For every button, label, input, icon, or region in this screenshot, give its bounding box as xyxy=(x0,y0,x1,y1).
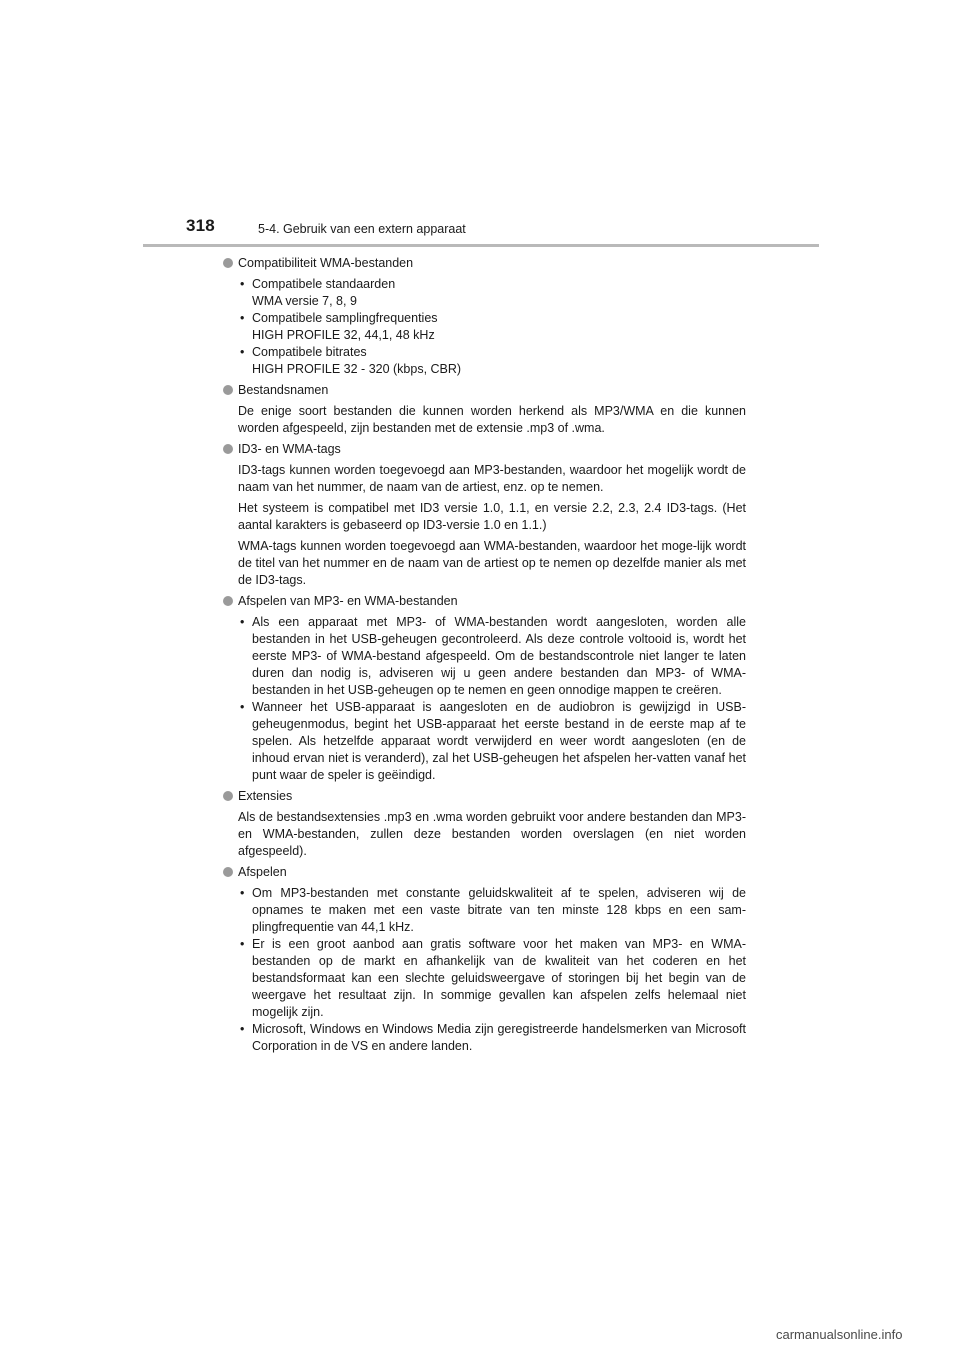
item-text: Er is een groot aanbod aan gratis software voor het maken van MP3- en WMA-bestanden op de markt en afhankelijk van de kwaliteit van het coderen en het bestandsformaat kan een slechte geluidsweergave of storingen bij het begin van de weergave het resultaat zijn. In sommige gevallen kan afspelen zelfs helemaal niet mogelijk zijn. xyxy=(252,937,746,1019)
topic-title: Compatibiliteit WMA-bestanden xyxy=(238,256,414,270)
paragraph: De enige soort bestanden die kunnen worden herkend als MP3/WMA en die kunnen worden afgespeeld, zijn bestanden met de extensie .mp3 of .wma. xyxy=(238,404,746,435)
item-text: Compatibele bitrates HIGH PROFILE 32 - 320 (kbps, CBR) xyxy=(252,345,462,376)
paragraph: ID3-tags kunnen worden toegevoegd aan MP3-bestanden, waardoor het mogelijk wordt de naam van het nummer, de naam van de artiest, enz. op te nemen. xyxy=(238,463,746,494)
topic-heading xyxy=(222,788,746,805)
circle-bullet-icon xyxy=(223,867,233,877)
bullet-dot-icon: • xyxy=(240,615,245,629)
list-item xyxy=(238,276,746,310)
bullet-dot-icon: • xyxy=(240,277,245,291)
list-item xyxy=(238,614,746,699)
list-item xyxy=(238,699,746,784)
paragraph: Het systeem is compatibel met ID3 versie 1.0, 1.1, en versie 2.2, 2.3, 2.4 ID3-tags. (Het aantal karakters is gebaseerd op ID3-versie 1.0 en 1.1.) xyxy=(238,501,746,532)
topic-heading xyxy=(222,255,746,272)
list-item xyxy=(238,1021,746,1055)
page-number: 318 xyxy=(186,216,215,235)
circle-bullet-icon xyxy=(223,258,233,268)
circle-bullet-icon xyxy=(223,385,233,395)
circle-bullet-icon xyxy=(223,596,233,606)
header-divider xyxy=(143,244,819,247)
topic-heading xyxy=(222,593,746,610)
bullet-dot-icon: • xyxy=(240,700,245,714)
bullet-dot-icon: • xyxy=(240,886,245,900)
list-item xyxy=(238,936,746,1021)
paragraph: WMA-tags kunnen worden toegevoegd aan WMA-bestanden, waardoor het moge-lijk wordt de titel van het nummer en de naam van de artiest op te nemen op dezelfde manier als met de ID3-tags. xyxy=(238,539,746,587)
item-text: Compatibele standaarden WMA versie 7, 8, 9 xyxy=(252,277,396,308)
bullet-dot-icon: • xyxy=(240,1022,245,1036)
topic-title: Afspelen van MP3- en WMA-bestanden xyxy=(238,594,458,608)
topic-heading xyxy=(222,382,746,399)
list-item xyxy=(238,885,746,936)
topic-wma-compatibility xyxy=(222,255,746,378)
topic-title: Extensies xyxy=(238,789,293,803)
item-text: Wanneer het USB-apparaat is aangesloten en de audiobron is gewijzigd in USB-geheugenmodus, begint het USB-apparaat het eerste bestand in de eerste map af te spelen. Als hetzelfde apparaat wordt verwijderd en weer wordt aangesloten (en de inhoud ervan niet is veranderd), zal het USB-geheugen het afspelen her-vatten vanaf het punt waar de speler is geëindigd. xyxy=(252,700,746,782)
circle-bullet-icon xyxy=(223,791,233,801)
topic-playback xyxy=(222,864,746,1055)
topic-file-names xyxy=(222,382,746,437)
topic-title: Afspelen xyxy=(238,865,287,879)
item-text: Als een apparaat met MP3- of WMA-bestanden wordt aangesloten, worden alle bestanden in het USB-geheugen gecontroleerd. Als deze controle voltooid is, wordt het eerste MP3- of WMA-bestand afgespeeld. Om de bestandscontrole niet langer te laten duren dan nodig is, adviseren wij u geen andere bestanden dan MP3- of WMA-bestanden in het USB-geheugen op te nemen en geen onnodige mappen te creëren. xyxy=(252,615,746,697)
bullet-dot-icon: • xyxy=(240,311,245,325)
circle-bullet-icon xyxy=(223,444,233,454)
bullet-dot-icon: • xyxy=(240,345,245,359)
topic-heading xyxy=(222,864,746,881)
list-item xyxy=(238,310,746,344)
topic-title: ID3- en WMA-tags xyxy=(238,442,341,456)
topic-title: Bestandsnamen xyxy=(238,383,329,397)
topic-id3-wma-tags xyxy=(222,441,746,589)
bullet-dot-icon: • xyxy=(240,937,245,951)
topic-extensions xyxy=(222,788,746,860)
paragraph: Als de bestandsextensies .mp3 en .wma worden gebruikt voor andere bestanden dan MP3- en WMA-bestanden, zullen deze bestanden worden overslagen (en niet worden afgespeeld). xyxy=(238,810,746,858)
topic-playback-mp3-wma xyxy=(222,593,746,784)
list-item xyxy=(238,344,746,378)
section-title: 5-4. Gebruik van een extern apparaat xyxy=(258,222,466,236)
item-text: Microsoft, Windows en Windows Media zijn geregistreerde handelsmerken van Microsoft Corporation in de VS en andere landen. xyxy=(252,1022,746,1053)
item-text: Om MP3-bestanden met constante geluidskwaliteit af te spelen, adviseren wij de opnames te maken met een vaste bitrate van ten minste 128 kbps en een sam-plingfrequentie van 44,1 kHz. xyxy=(252,886,746,934)
item-text: Compatibele samplingfrequenties HIGH PROFILE 32, 44,1, 48 kHz xyxy=(252,311,438,342)
watermark-footer: carmanualsonline.info xyxy=(776,1327,903,1342)
topic-heading xyxy=(222,441,746,458)
document-body xyxy=(222,255,746,1059)
